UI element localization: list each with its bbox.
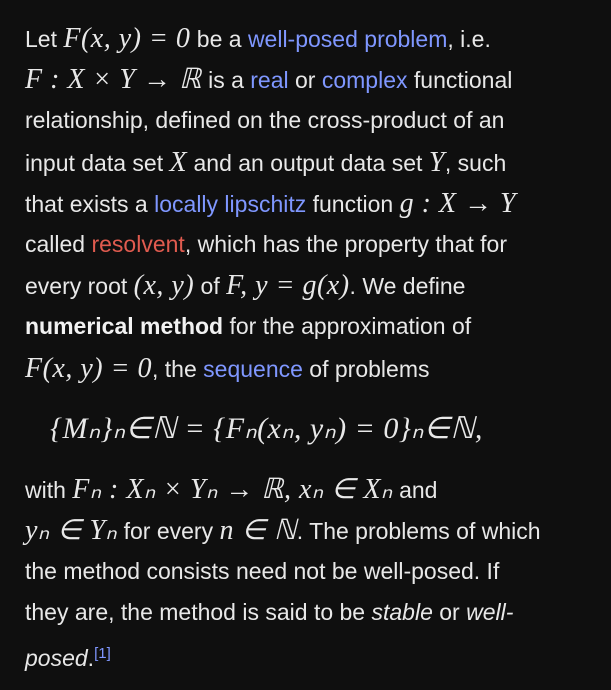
text: , which has the property that for [184,230,507,257]
link-complex[interactable]: complex [321,67,408,94]
text: functional [407,67,513,94]
text: of [194,273,227,300]
text: every root [25,273,134,300]
text: . We define [349,273,466,300]
text: , such [444,149,507,176]
math-n-in-N: n ∈ ℕ [219,514,297,546]
text: the method consists need not be well-posed. If [25,558,500,585]
text: function [306,190,400,217]
text-line-10 [25,469,590,510]
article-content [25,18,590,675]
text-line-5 [25,183,590,224]
text: . [87,645,95,672]
text: and [392,476,438,503]
display-equation [25,389,590,469]
text: or [432,599,467,626]
math-yn: yₙ ∈ Yₙ [25,514,118,546]
math-xy: (x, y) [133,270,195,302]
text: input data set [25,149,170,176]
text: called [25,230,92,257]
text-line-12 [25,551,590,592]
text: that exists a [25,190,155,217]
text: they are, the method is said to be [25,599,372,626]
text: relationship, defined on the cross-product of an [25,107,505,134]
text-line-11 [25,510,590,551]
text: for the approximation of [223,313,472,340]
text-line-13 [25,592,590,633]
text: with [25,476,73,503]
math-F-equals-zero: F(x, y) = 0 [63,23,191,54]
link-real[interactable]: real [250,67,289,94]
text-line-2 [25,59,590,100]
text-line-7 [25,265,590,306]
text: of problems [302,355,430,382]
text: or [288,67,322,94]
text: . The problems of which [296,517,541,544]
link-well-posed-problem[interactable]: well-posed problem [247,26,448,52]
text-line-6 [25,224,590,265]
text: for every [117,517,220,544]
term-numerical-method: numerical method [25,313,224,340]
term-posed: posed [25,645,88,672]
math-F-mapping: F : X × Y → ℝ [25,64,202,96]
text: Let [25,26,64,52]
text: , the [152,355,204,382]
link-sequence[interactable]: sequence [203,355,303,382]
text-line-9 [25,348,590,389]
link-locally-lipschitz[interactable]: locally lipschitz [154,190,307,217]
text: be a [190,26,248,52]
text-line-1 [25,18,590,59]
text: , i.e. [447,26,491,52]
text: is a [201,67,251,94]
citation-link[interactable]: [1] [94,645,111,663]
term-stable: stable [371,599,433,626]
text-line-8 [25,306,590,347]
link-resolvent[interactable]: resolvent [91,230,185,257]
math-display-sequence: {Mₙ}ₙ∈ℕ = {Fₙ(xₙ, yₙ) = 0}ₙ∈ℕ, [50,411,483,445]
math-F-y-g: F, y = g(x) [226,270,350,302]
text-line-14 [25,633,590,674]
math-Fn-mapping: Fₙ : Xₙ × Yₙ → ℝ, xₙ ∈ Xₙ [72,473,393,505]
term-well: well- [466,599,514,626]
math-Y: Y [428,146,445,178]
math-X: X [169,146,188,178]
text: and an output data set [187,149,429,176]
text-line-3 [25,100,590,141]
text-line-4 [25,142,590,183]
math-g-mapping: g : X → Y [399,187,517,219]
math-F-equals-zero-2: F(x, y) = 0 [25,352,153,384]
